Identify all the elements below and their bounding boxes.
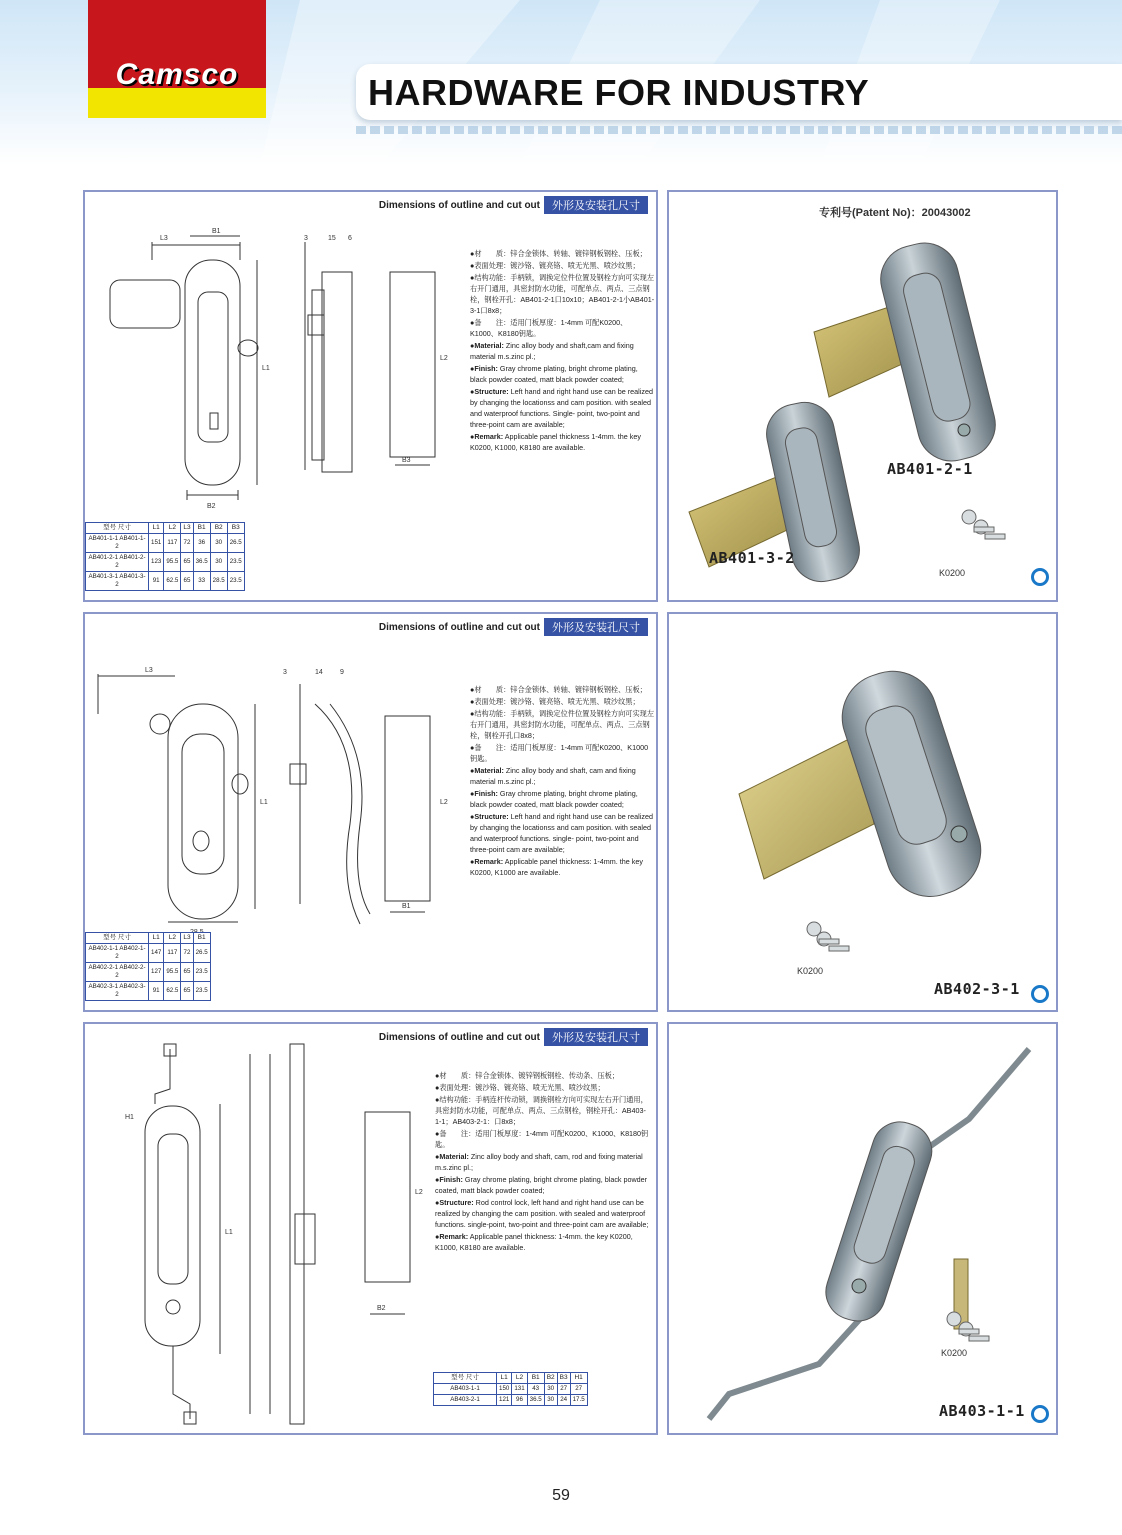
- section-2-dimension-table: [85, 932, 211, 1001]
- label-b3: B3: [402, 457, 411, 464]
- spec-en-line: ●Finish: Gray chrome plating, bright chrome plating, black powder coated, matt black powder coated;: [435, 1175, 648, 1195]
- col-header: B2: [210, 523, 227, 534]
- spec-cn-line: ●备 注：适用门板厚度：1-4mm 可配K0200、K1000、K8180钥匙。: [435, 1129, 649, 1149]
- label-d1: 3: [304, 235, 308, 242]
- heading-cn: 外形及安装孔尺寸: [544, 1028, 648, 1046]
- spec-cn-line: ●结构功能：手柄锁，调换定位件位置及钢栓方向可实现左右开门通用，具密封防水功能，可配单点、两点、三点钢栓，钢栓开孔：AB401-2-1口10x10；AB401-2-1小AB401-3-1口8x8；: [470, 273, 655, 315]
- key-label: K0200: [939, 568, 966, 578]
- label-l3: L3: [145, 667, 153, 674]
- key-label: K0200: [941, 1348, 968, 1358]
- col-header: L1: [497, 1373, 512, 1384]
- title-box: [356, 64, 1122, 120]
- heading-en: Dimensions of outline and cut out: [378, 1031, 540, 1043]
- spec-en-line: ●Remark: Applicable panel thickness: 1-4mm. the key K0200, K1000 are available.: [470, 857, 643, 877]
- heading-cn: 外形及安装孔尺寸: [544, 618, 648, 636]
- col-header: H1: [570, 1373, 587, 1384]
- table-row: AB403-2-1 121 96 36.5 30 24 17.5: [434, 1395, 588, 1406]
- label-b2: B2: [377, 1305, 386, 1312]
- section-2-product-photo: [669, 614, 1058, 1012]
- table-row: AB402-2-1 AB402-2-2 127 95.5 65 23.5: [86, 963, 211, 982]
- spec-cn-line: ●表面处理：镀沙铬、镀亮铬、喷无光黑、喷沙纹黑；: [435, 1083, 605, 1092]
- spec-en-line: ●Material: Zinc alloy body and shaft, cam and fixing material m.s.zinc pl.;: [470, 766, 636, 786]
- label-l1: L1: [225, 1229, 233, 1236]
- col-header: L1: [149, 523, 164, 534]
- spec-en-line: ●Finish: Gray chrome plating, bright chrome plating, black powder coated, matt black powder coated;: [470, 789, 638, 809]
- section-2-heading: [379, 618, 648, 636]
- section-1-photo-panel: [667, 190, 1058, 602]
- col-header: B2: [544, 1373, 557, 1384]
- col-header: B3: [227, 523, 244, 534]
- section-1-technical-drawing: [90, 220, 465, 520]
- spec-en-line: ●Finish: Gray chrome plating, bright chrome plating, black powder coated, matt black powder coated;: [470, 364, 638, 384]
- patent-number: 专利号(Patent No)：20043002: [819, 207, 971, 219]
- model-label-ab401-2-1: AB401-2-1: [887, 460, 973, 478]
- key-label: K0200: [797, 966, 824, 976]
- camsco-logo: [88, 0, 266, 118]
- spec-cn-line: ●材 质：锌合金锁体、转轴、镀锌钢板钢栓、压板；: [470, 685, 647, 694]
- label-b2: B2: [207, 503, 216, 510]
- page-title: HARDWARE FOR INDUSTRY: [368, 72, 870, 113]
- heading-en: Dimensions of outline and cut out: [378, 621, 540, 633]
- header-stripes: [356, 126, 1122, 134]
- section-2-technical-drawing: [90, 644, 465, 934]
- table-row: AB401-2-1 AB401-2-2 123 95.5 65 36.5 30 23.5: [86, 553, 245, 572]
- spec-en-line: ●Remark: Applicable panel thickness: 1-4mm. the key K0200, K1000, K8180 are available.: [435, 1232, 633, 1252]
- spec-cn-line: ●表面处理：镀沙铬、镀亮铬、喷无光黑、喷沙纹黑；: [470, 261, 640, 270]
- section-1-spec-text: [470, 248, 655, 454]
- table-corner: 型号 尺寸: [434, 1373, 497, 1384]
- spec-cn-line: ●材 质：锌合金锁体、镀锌钢板钢栓、传动条、压板；: [435, 1071, 620, 1080]
- spec-cn-line: ●结构功能：手柄连杆传动锁，调换钢栓方向可实现左右开门通用，具密封防水功能，可配单点、两点、三点钢栓，钢栓开孔：AB403-1-1；AB403-2-1：口8x8；: [435, 1095, 648, 1126]
- label-h1: H1: [125, 1114, 134, 1121]
- label-d1: 3: [283, 669, 287, 676]
- spec-cn-line: ●结构功能：手柄锁，调换定位件位置及钢栓方向可实现左右开门通用，具密封防水功能，可配单点、两点、三点钢栓，钢栓开孔口8x8；: [470, 709, 655, 740]
- ring-icon: [1031, 985, 1049, 1003]
- table-corner: 型号 尺寸: [86, 933, 149, 944]
- model-label-ab403-1-1: AB403-1-1: [939, 1402, 1025, 1420]
- spec-en-line: ●Structure: Rod control lock, left hand and right hand use can be realized by changing the cam position. with sealed and waterproof functions. single-point, two-point and three-point cam are available;: [435, 1198, 649, 1229]
- col-header: L2: [164, 933, 181, 944]
- label-l3: L3: [160, 235, 168, 242]
- heading-en: Dimensions of outline and cut out: [378, 199, 540, 211]
- section-3-photo-panel: [667, 1022, 1058, 1435]
- section-3-dimension-panel: [83, 1022, 658, 1435]
- spec-cn-line: ●表面处理：镀沙铬、镀亮铬、喷无光黑、喷沙纹黑；: [470, 697, 640, 706]
- label-l2: L2: [415, 1189, 423, 1196]
- col-header: B1: [193, 933, 210, 944]
- label-b1: B1: [402, 903, 411, 910]
- spec-en-line: ●Material: Zinc alloy body and shaft,cam and fixing material m.s.zinc pl.;: [470, 341, 634, 361]
- section-1-product-photo: [669, 222, 1058, 592]
- col-header: B3: [557, 1373, 570, 1384]
- col-header: L1: [149, 933, 164, 944]
- section-2-photo-panel: [667, 612, 1058, 1012]
- table-row: AB403-1-1 150 131 43 30 27 27: [434, 1384, 588, 1395]
- table-row: AB402-1-1 AB402-1-2 147 117 72 26.5: [86, 944, 211, 963]
- section-3-spec-text: [435, 1070, 650, 1254]
- section-2-dimension-panel: [83, 612, 658, 1012]
- col-header: L3: [181, 523, 193, 534]
- logo-text: Camsco: [115, 58, 239, 91]
- label-d3: 6: [348, 235, 352, 242]
- col-header: L2: [512, 1373, 527, 1384]
- label-l1: L1: [262, 365, 270, 372]
- label-l1: L1: [260, 799, 268, 806]
- label-d2: 14: [315, 669, 323, 676]
- label-l2: L2: [440, 355, 448, 362]
- spec-en-line: ●Remark: Applicable panel thickness 1-4mm. the key K0200, K1000, K8180 are available.: [470, 432, 641, 452]
- table-row: AB402-3-1 AB402-3-2 91 62.5 65 23.5: [86, 982, 211, 1001]
- section-3-technical-drawing: [90, 1034, 425, 1429]
- spec-en-line: ●Structure: Left hand and right hand use can be realized by changing the locationss and cam position. with sealed and waterproof functions. single- point, two-point and three-point cam are available;: [470, 812, 653, 854]
- ring-icon: [1031, 568, 1049, 586]
- model-label-ab402-3-1: AB402-3-1: [934, 980, 1020, 998]
- table-row: AB401-3-1 AB401-3-2 91 62.5 65 33 28.5 23.5: [86, 572, 245, 591]
- spec-en-line: ●Structure: Left hand and right hand use can be realized by changing the locationss and cam position. with sealed and waterproof functions. Single- point, two-point and three-point cam are available;: [470, 387, 653, 429]
- spec-en-line: ●Material: Zinc alloy body and shaft, cam, rod and fixing material m.s.zinc pl.;: [435, 1152, 643, 1172]
- spec-cn-line: ●备 注：适用门板厚度：1-4mm 可配K0200、K1000钥匙。: [470, 743, 649, 763]
- section-1-dimension-panel: [83, 190, 658, 602]
- label-b1: B1: [212, 228, 221, 235]
- spec-cn-line: ●备 注：适用门板厚度：1-4mm 可配K0200、K1000、K8180钥匙。: [470, 318, 628, 338]
- label-d2: 15: [328, 235, 336, 242]
- col-header: L3: [181, 933, 193, 944]
- col-header: B1: [193, 523, 210, 534]
- label-l2: L2: [440, 799, 448, 806]
- heading-cn: 外形及安装孔尺寸: [544, 196, 648, 214]
- model-label-ab401-3-2: AB401-3-2: [709, 549, 795, 567]
- logo-yellow-band: [88, 88, 266, 118]
- section-3-product-photo: [669, 1024, 1058, 1435]
- spec-cn-line: ●材 质：锌合金锁体、转轴、镀锌钢板钢栓、压板；: [470, 249, 647, 258]
- col-header: L2: [164, 523, 181, 534]
- page-number: 59: [552, 1487, 570, 1504]
- section-1-heading: [379, 196, 648, 214]
- table-corner: 型号 尺寸: [86, 523, 149, 534]
- section-3-dimension-table: [433, 1372, 588, 1406]
- label-d3: 9: [340, 669, 344, 676]
- table-row: AB401-1-1 AB401-1-2 151 117 72 36 30 26.5: [86, 534, 245, 553]
- section-2-spec-text: [470, 684, 655, 879]
- section-1-dimension-table: [85, 522, 245, 591]
- ring-icon: [1031, 1405, 1049, 1423]
- col-header: B1: [527, 1373, 544, 1384]
